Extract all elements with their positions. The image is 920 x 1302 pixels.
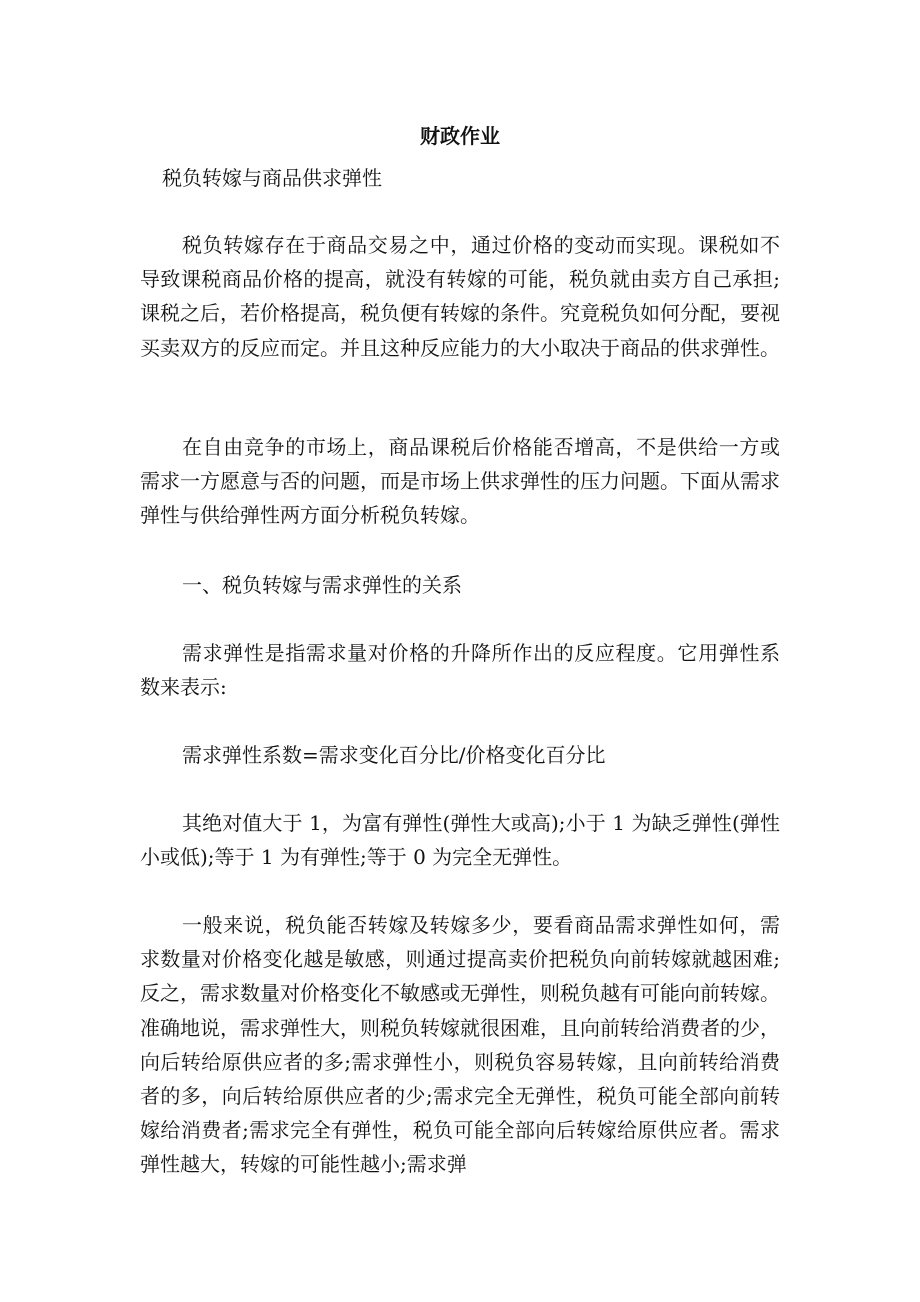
paragraph-demand-elasticity-definition: 需求弹性是指需求量对价格的升降所作出的反应程度。它用弹性系数来表示: <box>140 641 780 700</box>
document-subtitle: 税负转嫁与商品供求弹性 <box>162 166 382 190</box>
paragraph-elasticity-formula: 需求弹性系数=需求变化百分比/价格变化百分比 <box>182 743 606 767</box>
paragraph-tax-shifting-intro: 税负转嫁存在于商品交易之中，通过价格的变动而实现。课税如不导致课税商品价格的提高，就没有转嫁的可能，税负就由卖方自己承担;课税之后，若价格提高，税负便有转嫁的条件。究竟税负如何分配，要视买卖双方的反应而定。并且这种反应能力的大小取决于商品的供求弹性。 <box>140 233 780 360</box>
paragraph-free-competition: 在自由竞争的市场上，商品课税后价格能否增高，不是供给一方或需求一方愿意与否的问题，而是市场上供求弹性的压力问题。下面从需求弹性与供给弹性两方面分析税负转嫁。 <box>140 435 780 528</box>
paragraph-general-analysis: 一般来说，税负能否转嫁及转嫁多少，要看商品需求弹性如何，需求数量对价格变化越是敏感，则通过提高卖价把税负向前转嫁就越困难;反之，需求数量对价格变化不敏感或无弹性，则税负越有可能向前转嫁。准确地说，需求弹性大，则税负转嫁就很困难，且向前转给消费者的少，向后转给原供应者的多;需求弹性小，则税负容易转嫁，且向前转给消费者的多，向后转给原供应者的少;需求完全无弹性，税负可能全部向前转嫁给消费者;需求完全有弹性，税负可能全部向后转嫁给原供应者。需求弹性越大，转嫁的可能性越小;需求弹 <box>140 913 780 1177</box>
paragraph-elasticity-ranges: 其绝对值大于 1，为富有弹性(弹性大或高);小于 1 为缺乏弹性(弹性小或低);等于 1 为有弹性;等于 0 为完全无弹性。 <box>140 811 780 870</box>
section-heading-demand-elasticity: 一、税负转嫁与需求弹性的关系 <box>182 573 462 597</box>
document-title: 财政作业 <box>420 124 500 148</box>
